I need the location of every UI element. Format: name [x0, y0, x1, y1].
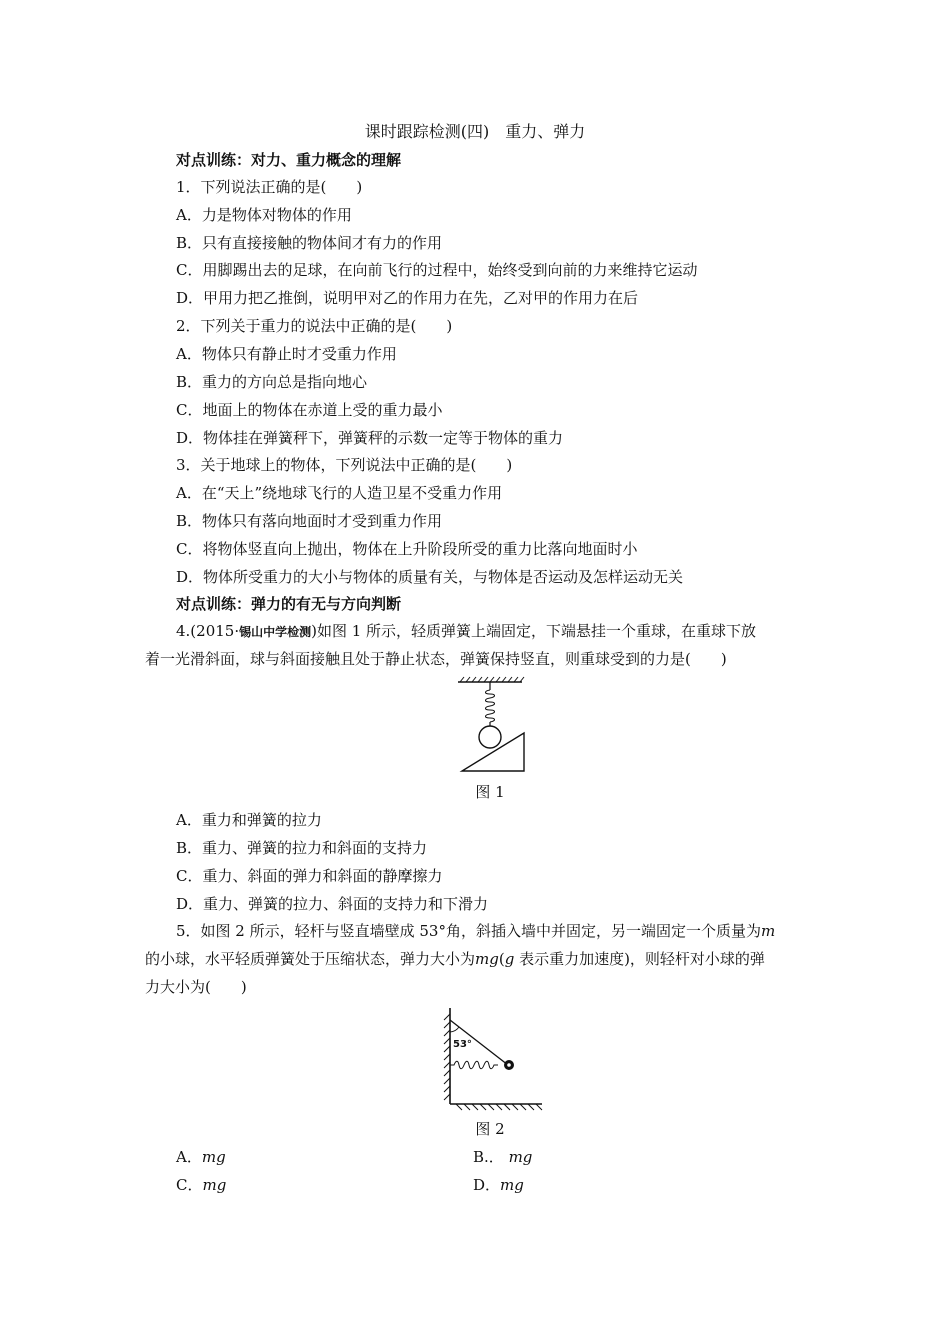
- q2-stem: 2．下列关于重力的说法中正确的是( ): [176, 317, 453, 335]
- q2-option-a: A．物体只有静止时才受重力作用: [176, 345, 397, 363]
- q5-option-b-label: B.．: [473, 1148, 504, 1166]
- figure-2-caption: 图 2: [475, 1120, 505, 1138]
- page-title: 课时跟踪检测(四) 重力、弹力: [364, 122, 586, 141]
- figure-2-rod-spring-wall: [432, 1004, 548, 1114]
- q5-option-a-label: A．: [176, 1148, 202, 1166]
- q5-option-b-value: mg: [508, 1148, 533, 1166]
- q5-g-symbol: g: [504, 950, 515, 968]
- q2-option-b: B．重力的方向总是指向地心: [176, 373, 368, 391]
- q4-source: 锡山中学检测: [239, 625, 312, 639]
- q2-option-c: C．地面上的物体在赤道上受的重力最小: [176, 401, 443, 419]
- q3-option-a: A．在“天上”绕地球飞行的人造卫星不受重力作用: [176, 484, 503, 502]
- q5-paren: (: [498, 950, 505, 968]
- q4-prefix: 4.(2015·: [176, 622, 240, 640]
- q4-option-c: C．重力、斜面的弹力和斜面的静摩擦力: [176, 867, 443, 885]
- q5-option-d: [473, 1175, 524, 1195]
- q4-line-1: [176, 621, 756, 642]
- q5-line1-text: 5．如图 2 所示，轻杆与竖直墙壁成 53°角，斜插入墙中并固定，另一端固定一个质量为: [176, 922, 761, 940]
- q4-option-b: B．重力、弹簧的拉力和斜面的支持力: [176, 839, 428, 857]
- q1-option-c: C．用脚踢出去的足球，在向前飞行的过程中，始终受到向前的力来维持它运动: [176, 261, 698, 279]
- q3-option-c: C．将物体竖直向上抛出，物体在上升阶段所受的重力比落向地面时小: [176, 540, 638, 558]
- q5-line-2: [145, 949, 765, 969]
- q1-option-d: D．甲用力把乙推倒，说明甲对乙的作用力在先，乙对甲的作用力在后: [176, 289, 639, 307]
- q5-mass-symbol: m: [760, 922, 776, 940]
- section-heading-2: 对点训练：弹力的有无与方向判断: [176, 595, 402, 613]
- q5-option-c-label: C．: [176, 1176, 203, 1194]
- q4-option-a: A．重力和弹簧的拉力: [176, 811, 322, 829]
- figure-1-spring-ball-incline: [450, 676, 530, 776]
- q3-option-d: D．物体所受重力的大小与物体的质量有关，与物体是否运动及怎样运动无关: [176, 568, 684, 586]
- q5-option-a-value: mg: [201, 1148, 226, 1166]
- q3-option-b: B．物体只有落向地面时才受到重力作用: [176, 512, 443, 530]
- q5-mg-symbol: mg: [475, 950, 499, 968]
- q5-line2-post: 表示重力加速度)，则轻杆对小球的弹: [514, 950, 765, 968]
- q3-stem: 3．关于地球上的物体，下列说法中正确的是( ): [176, 456, 513, 474]
- q2-option-d: D．物体挂在弹簧秤下，弹簧秤的示数一定等于物体的重力: [176, 429, 564, 447]
- q5-option-b: [473, 1147, 532, 1167]
- q5-line-3: 力大小为( ): [145, 978, 247, 996]
- q1-stem: 1．下列说法正确的是( ): [176, 178, 363, 196]
- q5-option-c: [176, 1175, 226, 1195]
- q5-option-d-value: mg: [500, 1176, 524, 1194]
- q4-line-2: 着一光滑斜面，球与斜面接触且处于静止状态，弹簧保持竖直，则重球受到的力是( ): [145, 650, 727, 668]
- q5-line2-pre: 的小球，水平轻质弹簧处于压缩状态，弹力大小为: [145, 950, 476, 968]
- angle-label: 53°: [453, 1039, 472, 1050]
- q1-option-a: A．力是物体对物体的作用: [176, 206, 352, 224]
- section-heading-1: 对点训练：对力、重力概念的理解: [176, 151, 402, 169]
- q4-option-d: D．重力、弹簧的拉力、斜面的支持力和下滑力: [176, 895, 489, 913]
- q5-option-c-value: mg: [202, 1176, 227, 1194]
- q1-option-b: B．只有直接接触的物体间才有力的作用: [176, 234, 443, 252]
- figure-1-caption: 图 1: [475, 783, 505, 801]
- q4-line1-rest: )如图 1 所示，轻质弹簧上端固定，下端悬挂一个重球，在重球下放: [311, 622, 757, 640]
- q5-option-a: [176, 1147, 226, 1167]
- q5-line-1: [176, 921, 775, 941]
- q5-option-d-label: D．: [473, 1176, 501, 1194]
